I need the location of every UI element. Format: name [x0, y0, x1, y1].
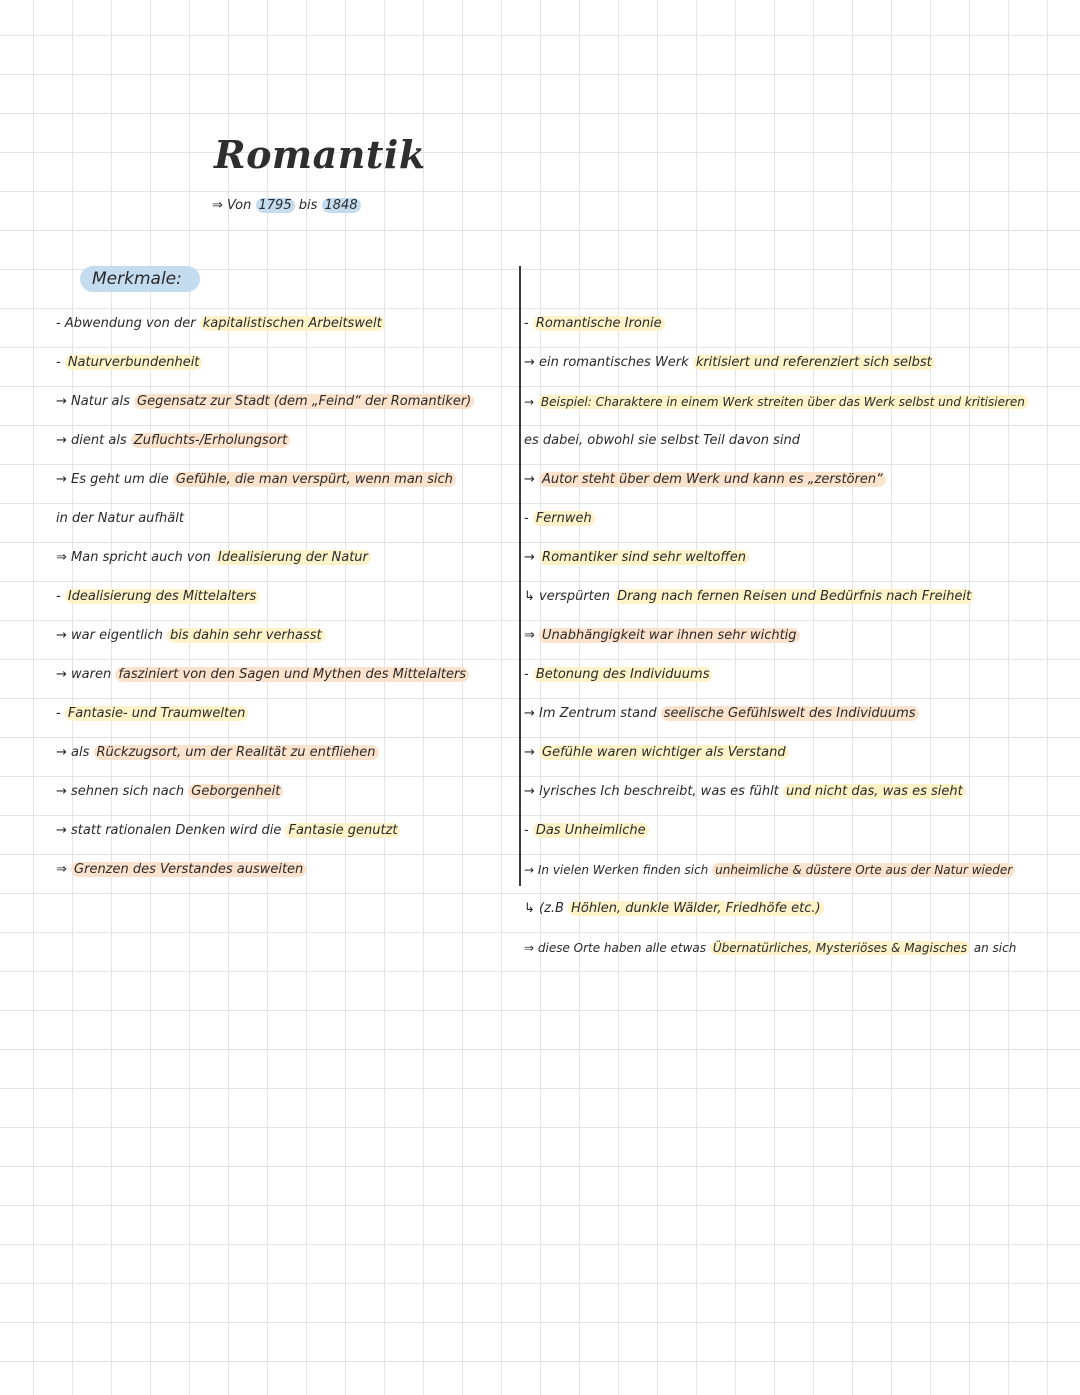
left-line: [56, 311, 514, 350]
right-line: [524, 389, 1074, 428]
subtitle-from-year: 1795: [256, 198, 295, 213]
line-text: ⇒ Man spricht auch von: [56, 550, 215, 565]
right-column: [524, 311, 1074, 974]
left-line: [56, 740, 514, 779]
line-highlight: und nicht das, was es sieht: [783, 784, 966, 799]
section-heading-merkmale: Merkmale:: [80, 266, 200, 292]
line-text: -: [56, 355, 65, 370]
line-text: ⇒: [56, 862, 72, 877]
right-line: [524, 935, 1074, 974]
line-text: →: [524, 550, 540, 565]
line-text: → Natur als: [56, 394, 135, 409]
right-line: [524, 311, 1074, 350]
line-highlight: kritisiert und referenziert sich selbst: [693, 355, 935, 370]
line-text: → dient als: [56, 433, 131, 448]
right-line: [524, 467, 1074, 506]
line-highlight: seelische Gefühlswelt des Individuums: [661, 706, 919, 721]
right-line: [524, 896, 1074, 935]
subtitle-prefix: ⇒ Von: [212, 198, 252, 213]
line-highlight: Übernatürliches, Mysteriöses & Magisches: [710, 941, 970, 955]
right-line: [524, 506, 1074, 545]
left-line: [56, 350, 514, 389]
line-highlight: Rückzugsort, um der Realität zu entfliehen: [94, 745, 379, 760]
line-highlight: Fantasie- und Traumwelten: [65, 706, 249, 721]
line-text: ↳ (z.B: [524, 901, 569, 916]
left-line: [56, 818, 514, 857]
line-text: -: [524, 823, 533, 838]
left-line: [56, 779, 514, 818]
line-text: →: [524, 472, 540, 487]
line-text: → In vielen Werken finden sich: [524, 863, 713, 877]
line-highlight: Idealisierung der Natur: [215, 550, 371, 565]
right-line: [524, 545, 1074, 584]
line-highlight: bis dahin sehr verhasst: [167, 628, 325, 643]
line-highlight: Naturverbundenheit: [65, 355, 203, 370]
left-line: [56, 506, 514, 545]
right-line: [524, 584, 1074, 623]
line-text: → ein romantisches Werk: [524, 355, 693, 370]
page-title: Romantik: [214, 132, 426, 177]
left-line: [56, 389, 514, 428]
left-line: [56, 545, 514, 584]
line-text: -: [56, 589, 65, 604]
line-text: → war eigentlich: [56, 628, 168, 643]
line-highlight: Unabhängigkeit war ihnen sehr wichtig: [539, 628, 800, 643]
line-text: → als: [56, 745, 94, 760]
right-line: [524, 623, 1074, 662]
right-line: [524, 818, 1074, 857]
line-highlight: Gefühle, die man verspürt, wenn man sich: [173, 472, 456, 487]
line-text-tail: an sich: [969, 941, 1017, 955]
line-text: -: [56, 706, 65, 721]
line-highlight: Grenzen des Verstandes ausweiten: [71, 862, 306, 877]
line-text: →: [524, 395, 538, 409]
line-highlight: Fantasie genutzt: [285, 823, 400, 838]
subtitle-timespan: [212, 198, 361, 213]
line-highlight: Zufluchts-/Erholungsort: [131, 433, 290, 448]
subtitle-to-year: 1848: [322, 198, 361, 213]
left-line: [56, 623, 514, 662]
line-highlight: Das Unheimliche: [533, 823, 649, 838]
line-text: -: [524, 316, 533, 331]
line-text: → sehnen sich nach: [56, 784, 189, 799]
left-line: [56, 467, 514, 506]
line-highlight: Autor steht über dem Werk und kann es „zerstören“: [539, 472, 886, 487]
line-highlight: unheimliche & düstere Orte aus der Natur wieder: [712, 863, 1015, 877]
right-line: [524, 350, 1074, 389]
right-line: [524, 740, 1074, 779]
line-text: → waren: [56, 667, 116, 682]
line-text: -: [524, 511, 533, 526]
line-highlight: Höhlen, dunkle Wälder, Friedhöfe etc.): [568, 901, 824, 916]
line-text: ⇒ diese Orte haben alle etwas: [524, 941, 710, 955]
left-column: [56, 311, 514, 896]
line-text: → statt rationalen Denken wird die: [56, 823, 286, 838]
line-text: →: [524, 745, 540, 760]
right-line: [524, 701, 1074, 740]
line-highlight: in der Natur aufhält: [56, 511, 184, 526]
line-text: es dabei, obwohl sie selbst Teil davon sind: [524, 433, 800, 448]
line-highlight: Gefühle waren wichtiger als Verstand: [539, 745, 789, 760]
left-line: [56, 584, 514, 623]
left-line: [56, 701, 514, 740]
line-text: - Abwendung von der: [56, 316, 200, 331]
line-highlight: Idealisierung des Mittelalters: [65, 589, 259, 604]
line-highlight: Romantische Ironie: [533, 316, 665, 331]
line-highlight: Geborgenheit: [188, 784, 283, 799]
line-highlight: Betonung des Individuums: [533, 667, 713, 682]
line-highlight: Gegensatz zur Stadt (dem „Feind“ der Romantiker): [134, 394, 474, 409]
line-text: → Es geht um die: [56, 472, 173, 487]
left-line: [56, 428, 514, 467]
right-line: [524, 857, 1074, 896]
right-line: [524, 428, 1074, 467]
right-line: [524, 779, 1074, 818]
line-highlight: Romantiker sind sehr weltoffen: [539, 550, 749, 565]
subtitle-middle: bis: [298, 198, 318, 213]
right-line: [524, 662, 1074, 701]
line-text: -: [524, 667, 533, 682]
line-text: → lyrisches Ich beschreibt, was es fühlt: [524, 784, 783, 799]
line-text: → Im Zentrum stand: [524, 706, 661, 721]
left-line: [56, 662, 514, 701]
line-highlight: Drang nach fernen Reisen und Bedürfnis nach Freiheit: [614, 589, 974, 604]
line-highlight: fasziniert von den Sagen und Mythen des Mittelalters: [115, 667, 469, 682]
line-text: ⇒: [524, 628, 540, 643]
line-highlight: kapitalistischen Arbeitswelt: [200, 316, 385, 331]
line-text: ↳ verspürten: [524, 589, 615, 604]
line-highlight: Fernweh: [533, 511, 595, 526]
line-highlight: Beispiel: Charaktere in einem Werk streiten über das Werk selbst und kritisieren: [538, 395, 1028, 409]
left-line: [56, 857, 514, 896]
column-divider: [519, 266, 521, 886]
